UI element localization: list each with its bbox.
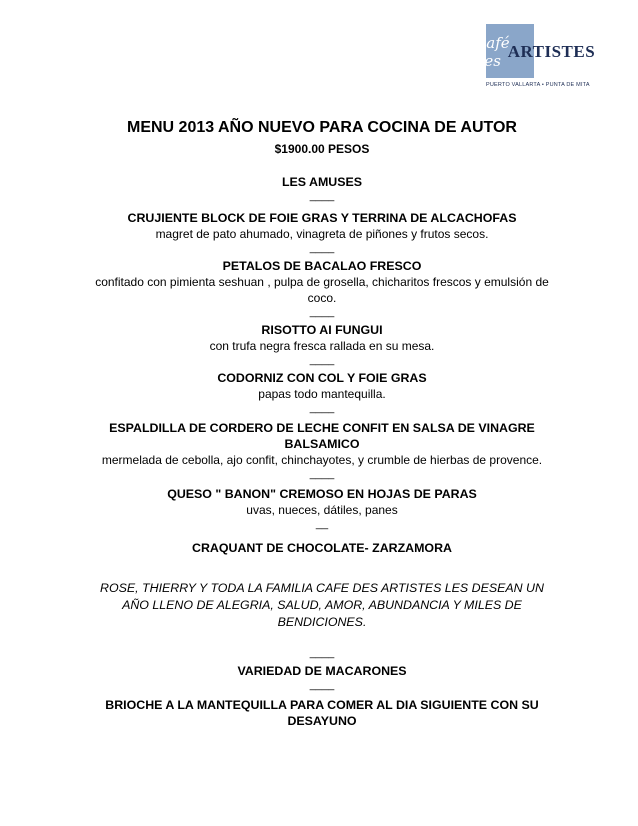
- course-title: RISOTTO AI FUNGUI: [261, 323, 383, 337]
- separator: ____: [309, 354, 335, 366]
- greeting-message: ROSE, THIERRY Y TODA LA FAMILIA CAFE DES ARTISTES LES DESEAN UN AÑO LLENO DE ALEGRIA, SALUD, AMOR, ABUNDANCIA Y MILES DE BENDICIONES.: [100, 581, 544, 629]
- course-title: PETALOS DE BACALAO FRESCO: [222, 259, 422, 273]
- course-title: CODORNIZ CON COL Y FOIE GRAS: [217, 371, 427, 385]
- menu-title: MENU 2013 AÑO NUEVO PARA COCINA DE AUTOR: [127, 119, 517, 136]
- course-description: con trufa negra fresca rallada en su mesa.: [209, 339, 435, 353]
- course-title: CRAQUANT DE CHOCOLATE- ZARZAMORA: [192, 541, 452, 555]
- logo-cafe-text: Café des: [474, 34, 510, 70]
- separator: ____: [309, 190, 335, 202]
- separator: ____: [309, 679, 335, 691]
- separator: ____: [309, 647, 335, 659]
- course-description: papas todo mantequilla.: [258, 387, 386, 401]
- course-title: QUESO " BANON" CREMOSO EN HOJAS DE PARAS: [167, 487, 477, 501]
- course-title: ESPALDILLA DE CORDERO DE LECHE CONFIT EN SALSA DE VINAGRE BALSAMICO: [109, 421, 535, 451]
- cafe-des-artistes-logo: [474, 24, 608, 88]
- course-title: CRUJIENTE BLOCK DE FOIE GRAS Y TERRINA DE ALCACHOFAS: [127, 211, 517, 225]
- menu-content: [86, 118, 558, 729]
- separator: ____: [309, 306, 335, 318]
- logo-location: PUERTO VALLARTA • PUNTA DE MITA: [486, 82, 590, 88]
- separator: ____: [309, 468, 335, 480]
- menu-price: $1900.00 PESOS: [274, 142, 370, 156]
- logo-artistes-text: ARTISTES: [507, 42, 596, 61]
- course-title: LES AMUSES: [281, 175, 363, 189]
- course-description: mermelada de cebolla, ajo confit, chinchayotes, y crumble de hierbas de provence.: [101, 453, 543, 467]
- course-description: confitado con pimienta seshuan , pulpa de grosella, chicharitos frescos y emulsión de coco.: [95, 275, 549, 305]
- course-description: uvas, nueces, dátiles, panes: [246, 503, 398, 517]
- course-description: magret de pato ahumado, vinagreta de piñones y frutos secos.: [155, 227, 489, 241]
- separator: __: [315, 518, 329, 530]
- separator: ____: [309, 402, 335, 414]
- logo-mark: [474, 24, 608, 80]
- extra-title: BRIOCHE A LA MANTEQUILLA PARA COMER AL DIA SIGUIENTE CON SU DESAYUNO: [105, 698, 539, 728]
- extra-title: VARIEDAD DE MACARONES: [237, 664, 407, 678]
- separator: ____: [309, 242, 335, 254]
